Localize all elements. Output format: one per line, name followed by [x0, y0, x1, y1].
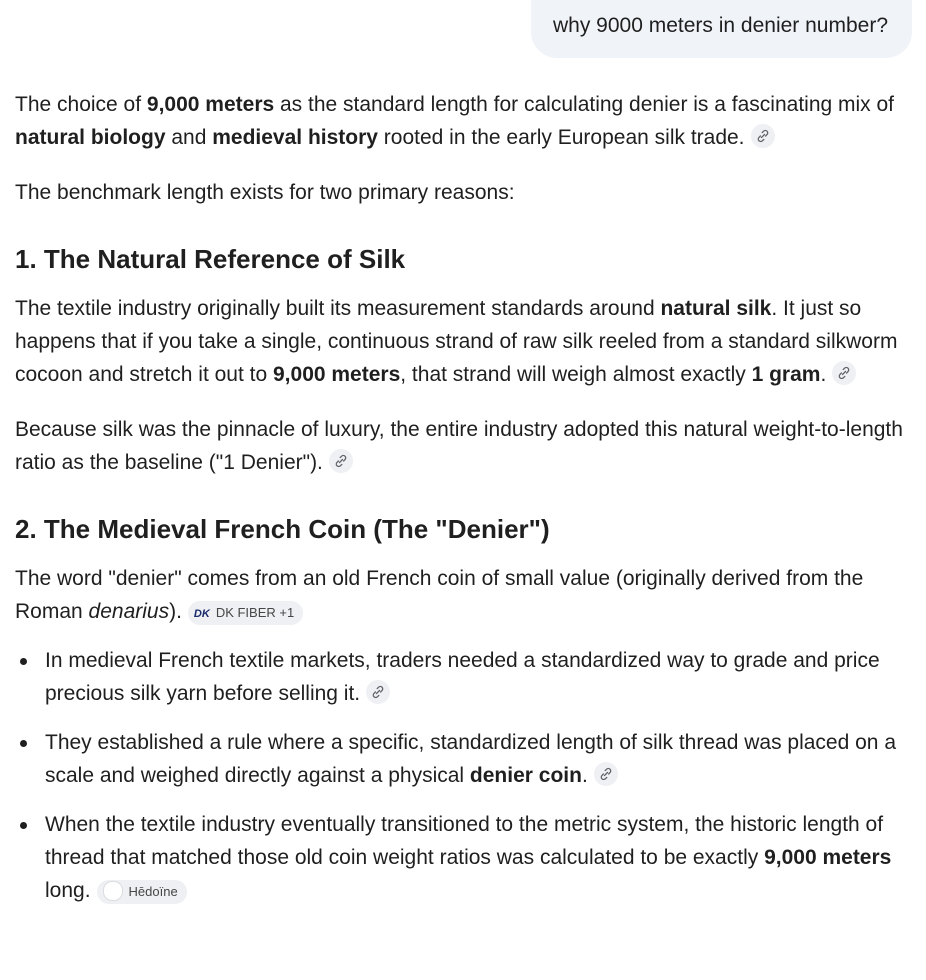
lead-paragraph: The benchmark length exists for two primary reasons: [15, 181, 515, 204]
bullet-3-text-1: When the textile industry eventually transitioned to the metric system, the historic length of thread that matched those old coin weight ratios was calculated to be exactly [45, 813, 884, 869]
user-message-text: why 9000 meters in denier number? [552, 14, 888, 37]
section-1-paragraph-1 [15, 292, 915, 391]
bullet-3-text-2: long. [45, 879, 91, 902]
bullet-2-text-1: They established a rule where a specific, standardized length of silk thread was placed on a scale and weighed directly against a physical [45, 731, 896, 787]
user-message-bubble [531, 0, 912, 58]
intro-bold-2: natural biology [15, 126, 166, 149]
intro-bold-3: medieval history [212, 126, 378, 149]
intro-text-4: rooted in the early European silk trade. [377, 126, 745, 149]
s2p1-italic: denarius [88, 600, 170, 623]
intro-paragraph [15, 88, 915, 154]
link-icon[interactable] [329, 449, 353, 473]
section-2-heading: 2. The Medieval French Coin (The "Denier") [15, 514, 550, 544]
intro-bold-1: 9,000 meters [146, 93, 275, 116]
bullet-2-bold: denier coin [469, 764, 582, 787]
source-chip[interactable] [188, 601, 303, 625]
intro-text-1: The choice of [15, 93, 147, 116]
link-icon[interactable] [751, 124, 775, 148]
s2p1-text-1: The word "denier" comes from an old French coin of small value (originally derived from the Roman [15, 567, 864, 623]
source-chip[interactable] [97, 880, 187, 904]
section-1-paragraph-2 [15, 413, 915, 479]
list-item [15, 644, 915, 710]
s1p1-text-2: . It just so happens that if you take a single, continuous strand of raw silk reeled from a standard silkworm cocoon and stretch it out to [15, 297, 898, 386]
source-favicon-icon [103, 881, 123, 901]
section-2-paragraph-1 [15, 562, 915, 628]
s1p1-text-1: The textile industry originally built its measurement standards around [15, 297, 661, 320]
s1p1-bold-3: 1 gram [751, 363, 821, 386]
s2p1-text-2: ). [169, 600, 182, 623]
bullet-list [15, 644, 915, 907]
s1p1-bold-2: 9,000 meters [273, 363, 401, 386]
response-content [15, 88, 915, 907]
link-icon[interactable] [832, 361, 856, 385]
s1p1-bold-1: natural silk [660, 297, 772, 320]
list-item [15, 808, 915, 907]
s1p1-text-3: , that strand will weigh almost exactly [400, 363, 752, 386]
bullet-1-text: In medieval French textile markets, traders needed a standardized way to grade and price precious silk yarn before selling it. [45, 649, 880, 705]
s1p2-text: Because silk was the pinnacle of luxury, the entire industry adopted this natural weight-to-length ratio as the baseline ("1 Denier"). [15, 418, 903, 474]
link-icon[interactable] [366, 680, 390, 704]
source-chip-label: Hēdoïne [128, 884, 178, 899]
source-chip-label: DK FIBER +1 [215, 605, 295, 620]
section-1-heading: 1. The Natural Reference of Silk [15, 244, 406, 274]
link-icon[interactable] [594, 762, 618, 786]
intro-text-3: and [165, 126, 213, 149]
s1p1-text-4: . [820, 363, 827, 386]
bullet-2-text-2: . [581, 764, 588, 787]
intro-text-2: as the standard length for calculating denier is a fascinating mix of [274, 93, 895, 116]
list-item [15, 726, 915, 792]
source-logo-icon: DK [193, 608, 210, 620]
bullet-3-bold: 9,000 meters [764, 846, 892, 869]
